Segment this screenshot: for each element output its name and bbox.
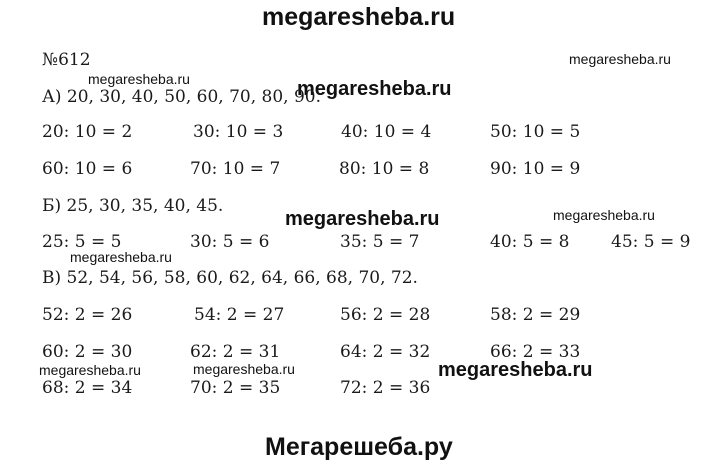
equation: 54: 2 = 27 [194,305,285,325]
equation: 25: 5 = 5 [42,232,122,252]
equation: 72: 2 = 36 [340,378,431,398]
equation: 58: 2 = 29 [490,305,581,325]
equation: 70: 2 = 35 [190,378,281,398]
equation: 40: 5 = 8 [490,232,570,252]
watermark-small: megaresheba.ru [88,71,190,87]
watermark-bold: megaresheba.ru [285,208,440,230]
equation: 68: 2 = 34 [42,378,133,398]
watermark-small: megaresheba.ru [569,51,671,67]
equation: 62: 2 = 31 [190,342,281,362]
equation: 80: 10 = 8 [339,159,430,179]
watermark-bold: megaresheba.ru [438,359,593,381]
equation: 20: 10 = 2 [42,122,133,142]
equation: 50: 10 = 5 [490,122,581,142]
site-footer-watermark: Мегарешеба.ру [265,433,453,461]
equation: 45: 5 = 9 [611,232,691,252]
equation: 52: 2 = 26 [42,305,133,325]
part-a-sequence: А) 20, 30, 40, 50, 60, 70, 80, 90. [42,87,322,107]
equation: 40: 10 = 4 [341,122,432,142]
part-b-sequence: Б) 25, 30, 35, 40, 45. [42,196,224,216]
watermark-small: megaresheba.ru [553,207,655,223]
equation: 64: 2 = 32 [340,342,431,362]
equation: 35: 5 = 7 [340,232,420,252]
watermark-small: megaresheba.ru [193,361,295,377]
watermark-bold: megaresheba.ru [297,78,452,100]
site-header-watermark: megaresheba.ru [262,3,456,31]
equation: 56: 2 = 28 [340,305,431,325]
equation: 90: 10 = 9 [490,159,581,179]
equation: 30: 10 = 3 [193,122,284,142]
watermark-small: megaresheba.ru [39,362,141,378]
task-number: №612 [42,50,91,70]
watermark-small: megaresheba.ru [70,249,172,265]
part-v-sequence: В) 52, 54, 56, 58, 60, 62, 64, 66, 68, 70, 72. [42,268,418,288]
equation: 30: 5 = 6 [190,232,270,252]
equation: 60: 2 = 30 [42,342,133,362]
equation: 70: 10 = 7 [190,159,281,179]
equation: 66: 2 = 33 [490,342,581,362]
equation: 60: 10 = 6 [42,159,133,179]
